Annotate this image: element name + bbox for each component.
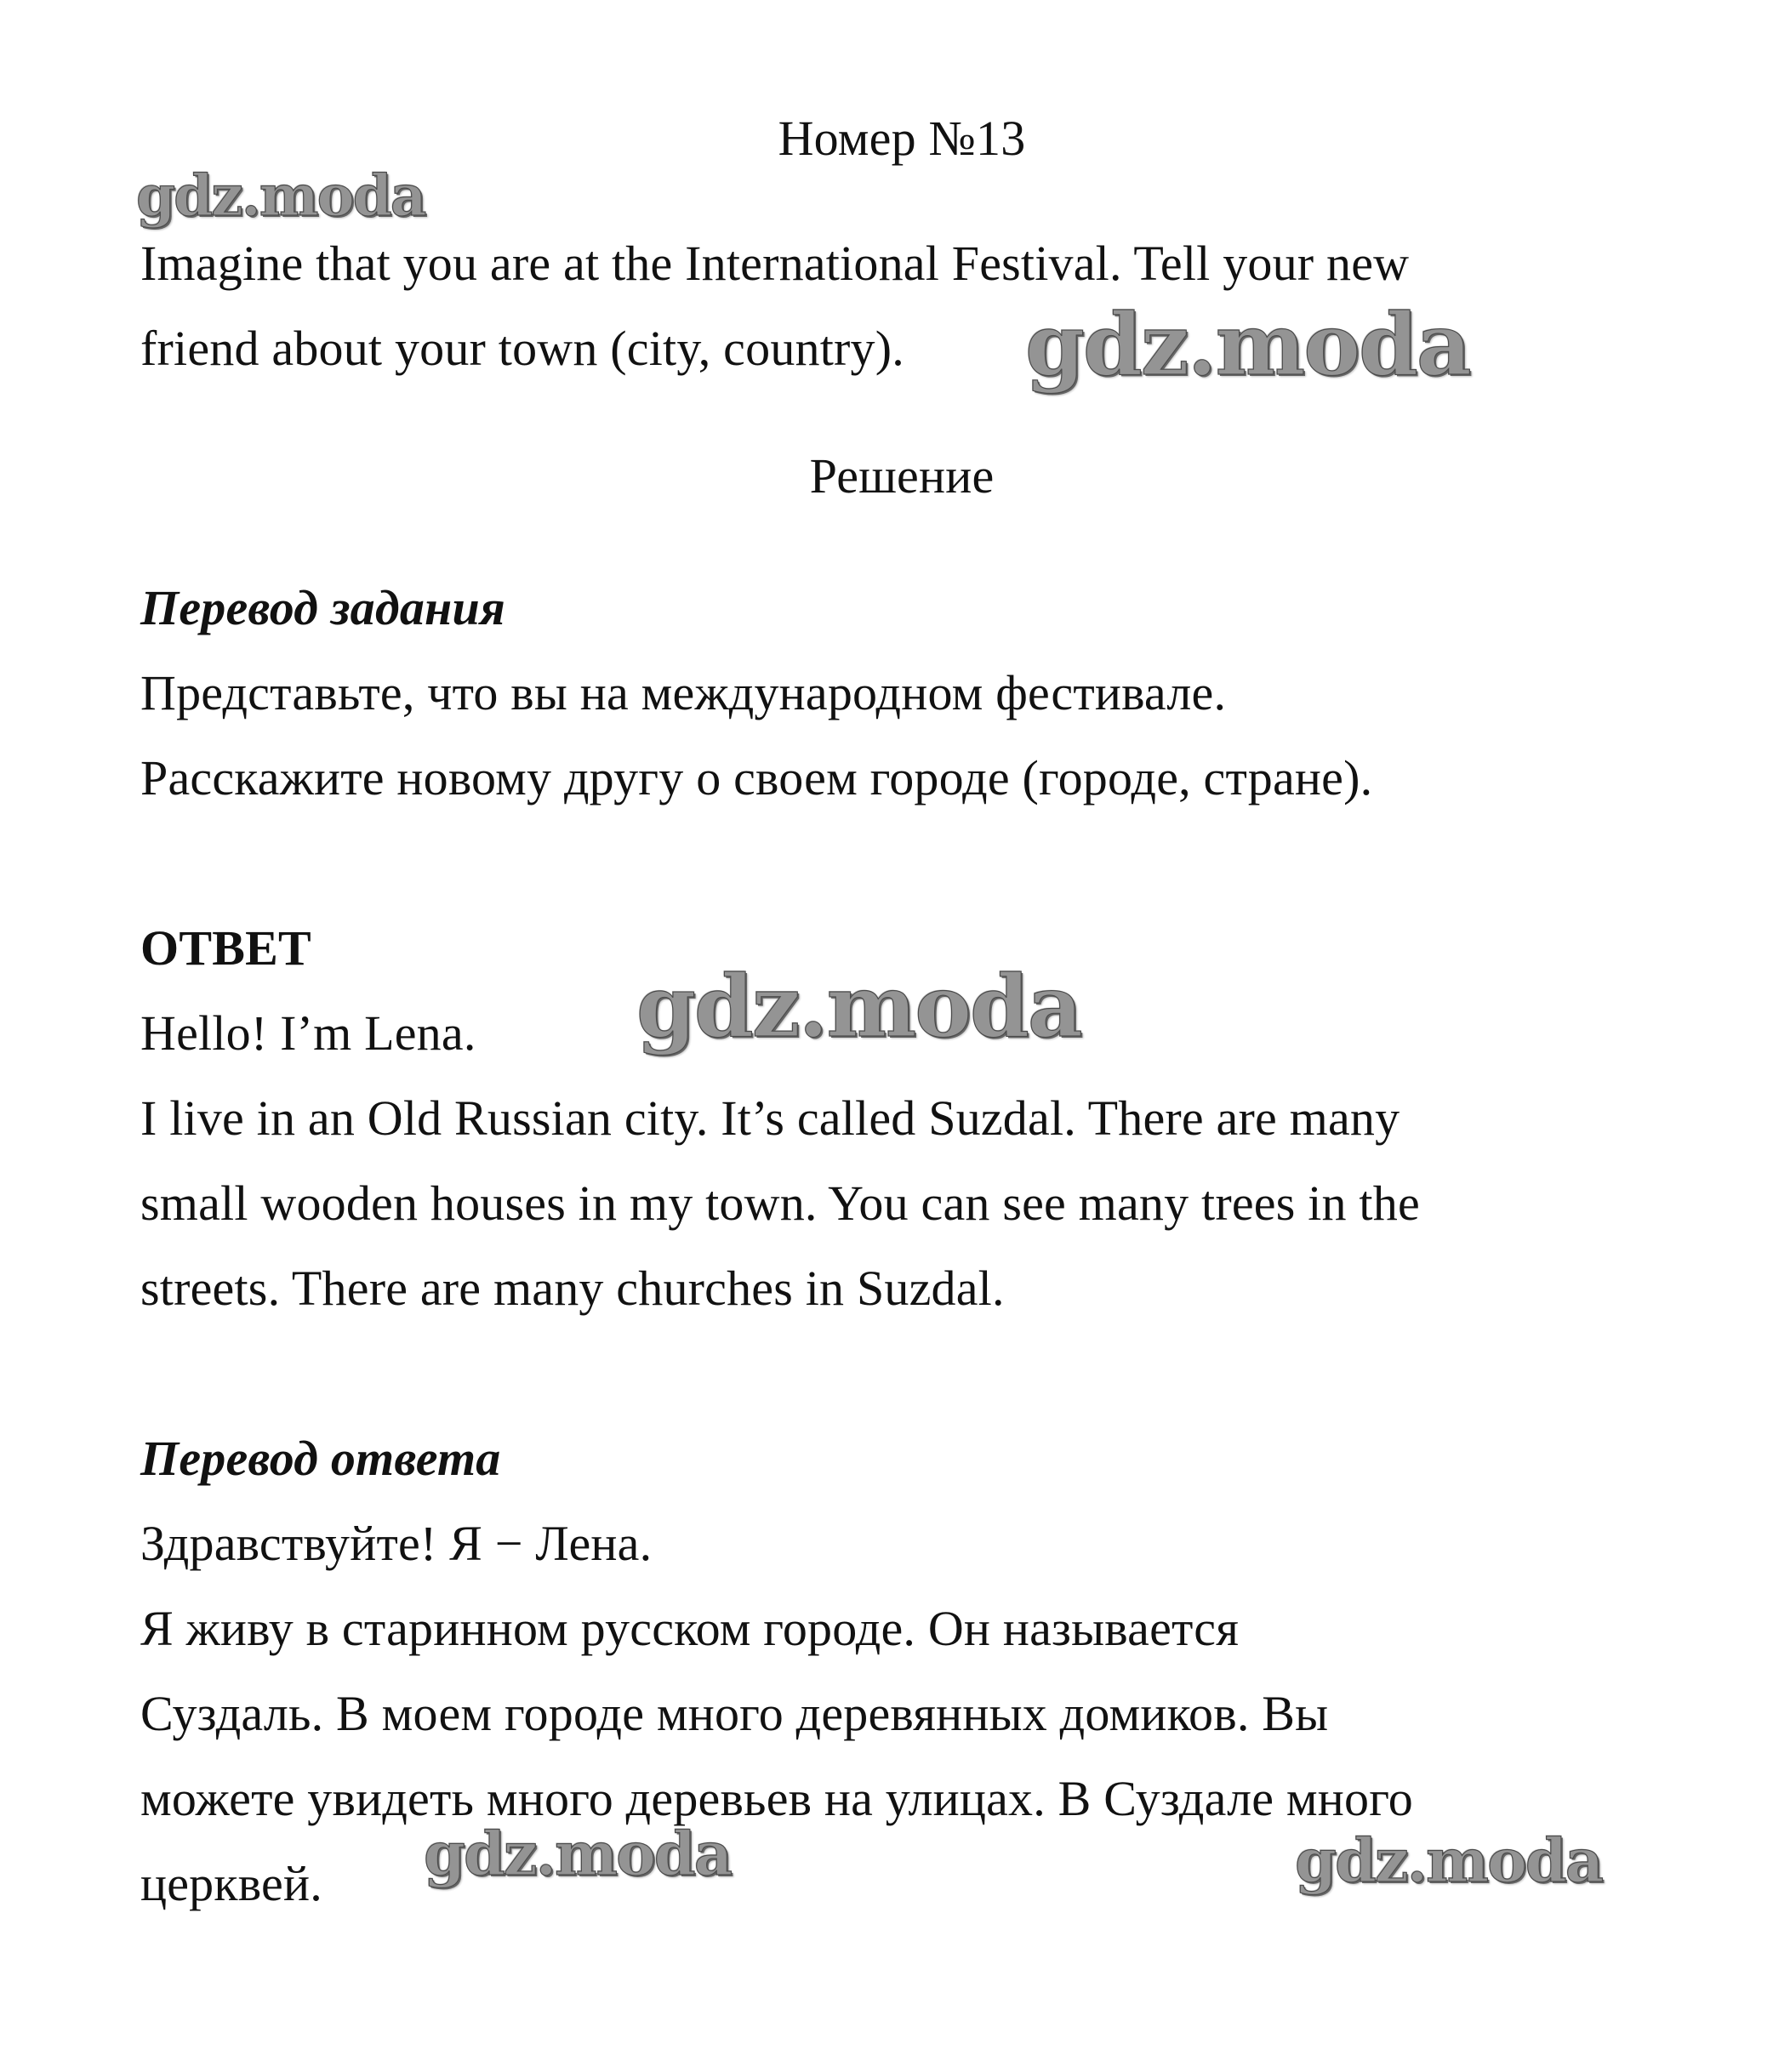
solution-label: Решение xyxy=(809,448,995,504)
watermark-logo: gdz.moda xyxy=(1295,1825,1603,1896)
watermark-logo: gdz.moda xyxy=(636,956,1081,1056)
answer-translation-line-1: Здравствуйте! Я − Лена. xyxy=(140,1516,653,1571)
answer-line-4: streets. There are many churches in Suzdal. xyxy=(140,1261,1005,1316)
answer-translation-heading: Перевод ответа xyxy=(140,1431,501,1486)
answer-translation-line-2: Я живу в старинном русском городе. Он называется xyxy=(140,1601,1240,1656)
answer-line-2: I live in an Old Russian city. It’s called Suzdal. There are many xyxy=(140,1090,1400,1146)
answer-line-1: Hello! I’m Lena. xyxy=(140,1005,476,1061)
page-title: Номер №13 xyxy=(778,111,1026,166)
task-translation-line-2: Расскажите новому другу о своем городе (городе, стране). xyxy=(140,750,1373,805)
task-translation-heading: Перевод задания xyxy=(140,580,505,635)
watermark-logo: gdz.moda xyxy=(424,1819,732,1889)
task-text-line-2: friend about your town (city, country). xyxy=(140,321,904,376)
watermark-logo: gdz.moda xyxy=(136,162,425,229)
answer-heading: ОТВЕТ xyxy=(140,920,311,976)
answer-line-3: small wooden houses in my town. You can see many trees in the xyxy=(140,1175,1420,1231)
watermark-logo: gdz.moda xyxy=(1025,294,1470,395)
answer-translation-line-5: церквей. xyxy=(140,1856,322,1911)
answer-translation-line-3: Суздаль. В моем городе много деревянных домиков. Вы xyxy=(140,1686,1329,1741)
answer-translation-line-4: можете увидеть много деревьев на улицах. В Суздале много xyxy=(140,1771,1413,1826)
task-translation-line-1: Представьте, что вы на международном фестивале. xyxy=(140,665,1227,720)
task-text-line-1: Imagine that you are at the International Festival. Tell your new xyxy=(140,236,1410,291)
